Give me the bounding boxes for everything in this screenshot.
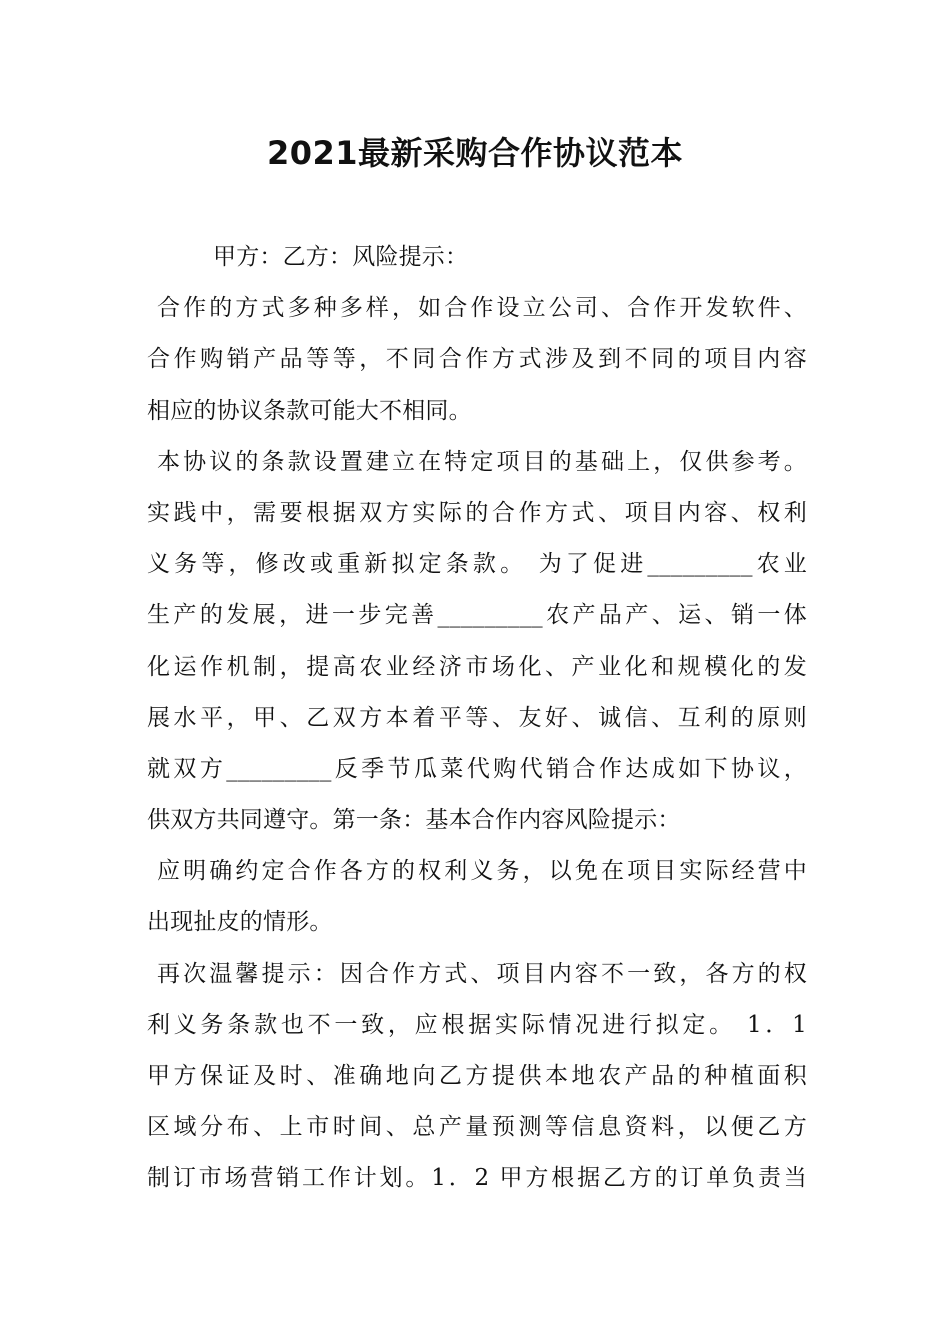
document-body [147,232,807,1205]
text-line: 实践中，需要根据双方实际的合作方式、项目内容、权利 [147,499,807,526]
text-line: 义务等，修改或重新拟定条款。 为了促进_________农业 [147,551,807,578]
text-line: 供双方共同遵守。第一条：基本合作内容风险提示： [147,807,681,834]
text-line: 本协议的条款设置建立在特定项目的基础上，仅供参考。 [157,448,807,475]
text-line: 甲方：乙方：风险提示： [213,244,469,270]
text-line: 利义务条款也不一致，应根据实际情况进行拟定。 1．1 [147,1011,807,1038]
text-line: 区域分布、上市时间、总产量预测等信息资料，以便乙方 [147,1114,807,1141]
text-line: 展水平，甲、乙双方本着平等、友好、诚信、互利的原则 [147,704,807,731]
text-line: 就双方_________反季节瓜菜代购代销合作达成如下协议， [147,755,807,782]
text-line: 甲方保证及时、准确地向乙方提供本地农产品的种植面积 [147,1063,807,1089]
text-line: 出现扯皮的情形。 [147,909,333,936]
text-line: 相应的协议条款可能大不相同。 [147,397,472,424]
text-line: 制订市场营销工作计划。1．2 甲方根据乙方的订单负责当 [147,1165,807,1192]
text-line: 化运作机制，提高农业经济市场化、产业化和规模化的发 [147,653,807,680]
text-line: 合作购销产品等等，不同合作方式涉及到不同的项目内容 [147,346,807,373]
document-title: 2021最新采购合作协议范本 [266,134,684,172]
text-line: 应明确约定合作各方的权利义务，以免在项目实际经营中 [157,858,807,885]
text-line: 再次温馨提示：因合作方式、项目内容不一致，各方的权 [157,960,807,987]
text-line: 合作的方式多种多样，如合作设立公司、合作开发软件、 [157,295,807,322]
text-line: 生产的发展，进一步完善_________农产品产、运、销一体 [147,602,807,629]
